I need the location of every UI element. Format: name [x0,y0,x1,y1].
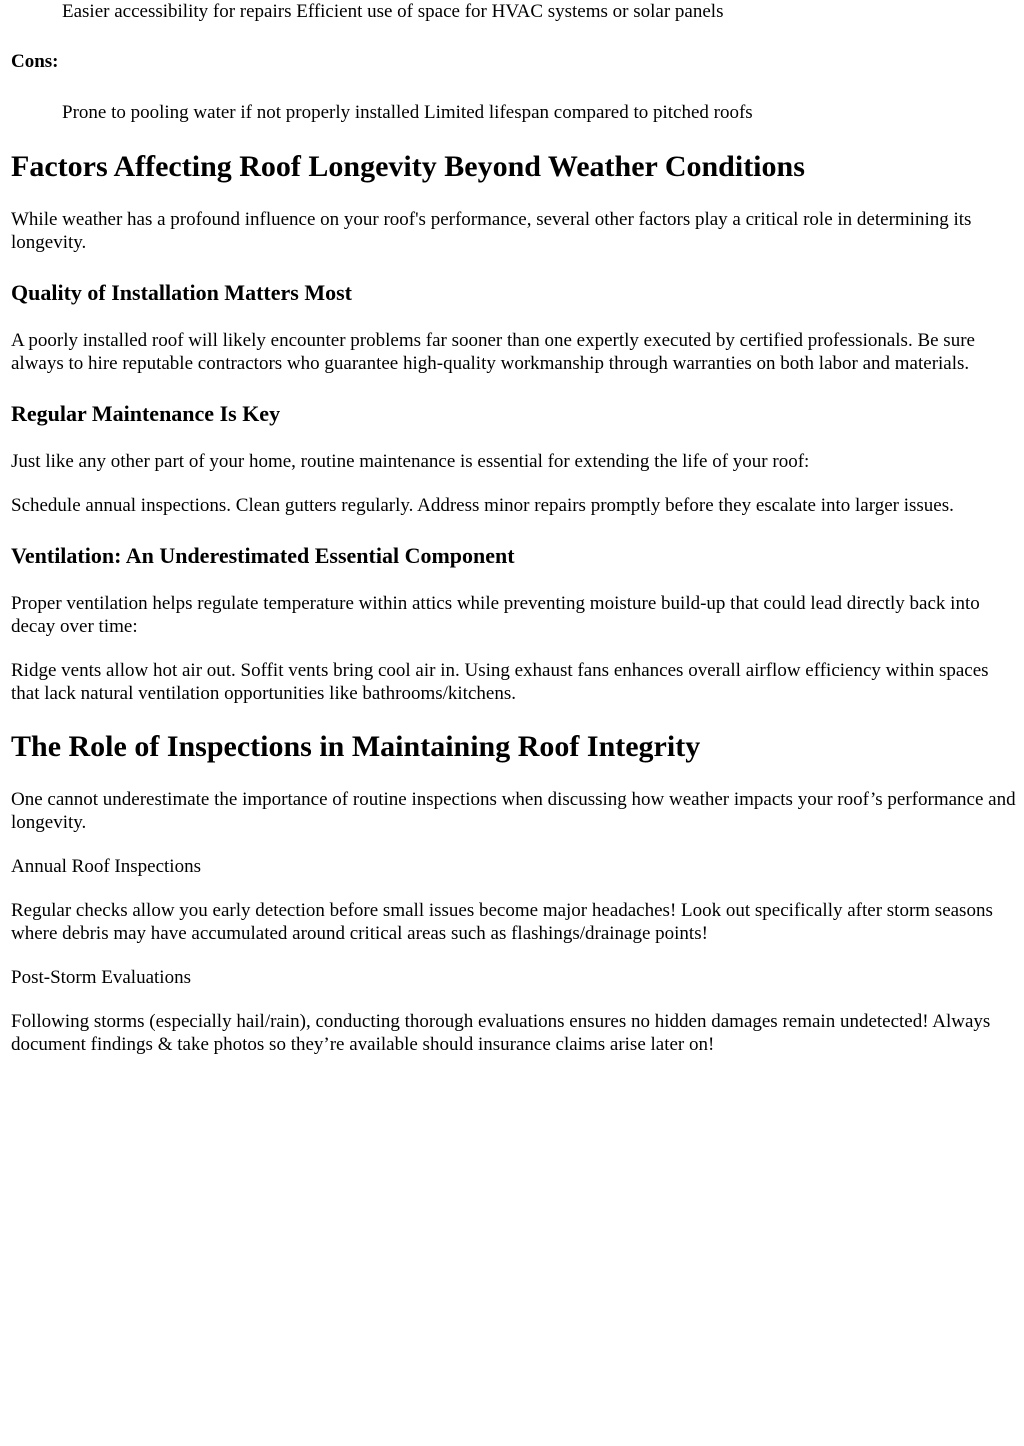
installation-heading: Quality of Installation Matters Most [11,280,352,305]
cons-list-line: Prone to pooling water if not properly installed Limited lifespan compared to pitched roofs [62,102,753,123]
inspections-intro: One cannot underestimate the importance of routine inspections when discussing how weather impacts your roof’s performance and longevity. [11,789,1016,833]
article-body [11,149,1016,1056]
pros-list-line: Easier accessibility for repairs Efficient use of space for HVAC systems or solar panels [62,1,724,22]
post-storm-label: Post-Storm Evaluations [11,967,191,988]
ventilation-heading: Ventilation: An Underestimated Essential Component [11,543,515,568]
cons-label: Cons: [11,51,59,72]
annual-inspections-label: Annual Roof Inspections [11,856,201,877]
maintenance-intro: Just like any other part of your home, routine maintenance is essential for extending the life of your roof: [11,451,810,472]
maintenance-list: Schedule annual inspections. Clean gutters regularly. Address minor repairs promptly before they escalate into larger issues. [11,495,954,516]
factors-intro: While weather has a profound influence on your roof's performance, several other factors play a critical role in determining its longevity. [11,209,972,253]
ventilation-intro: Proper ventilation helps regulate temperature within attics while preventing moisture build-up that could lead directly back into decay over time: [11,593,980,637]
factors-heading: Factors Affecting Roof Longevity Beyond Weather Conditions [11,150,805,183]
post-storm-body: Following storms (especially hail/rain), conducting thorough evaluations ensures no hidden damages remain undetected! Always document findings & take photos so they’re available should insurance claims arise later on! [11,1011,991,1055]
inspections-heading: The Role of Inspections in Maintaining Roof Integrity [11,730,701,763]
maintenance-heading: Regular Maintenance Is Key [11,401,281,426]
installation-body: A poorly installed roof will likely encounter problems far sooner than one expertly executed by certified professionals. Be sure always to hire reputable contractors who guarantee high-quality workmanship through warranties on both labor and materials. [11,330,975,374]
ventilation-list: Ridge vents allow hot air out. Soffit vents bring cool air in. Using exhaust fans enhances overall airflow efficiency within spaces that lack natural ventilation opportunities like bathrooms/kitchens. [11,660,989,704]
annual-inspections-body: Regular checks allow you early detection before small issues become major headaches! Look out specifically after storm seasons where debris may have accumulated around critical areas such as flashings/drainage points! [11,900,993,944]
